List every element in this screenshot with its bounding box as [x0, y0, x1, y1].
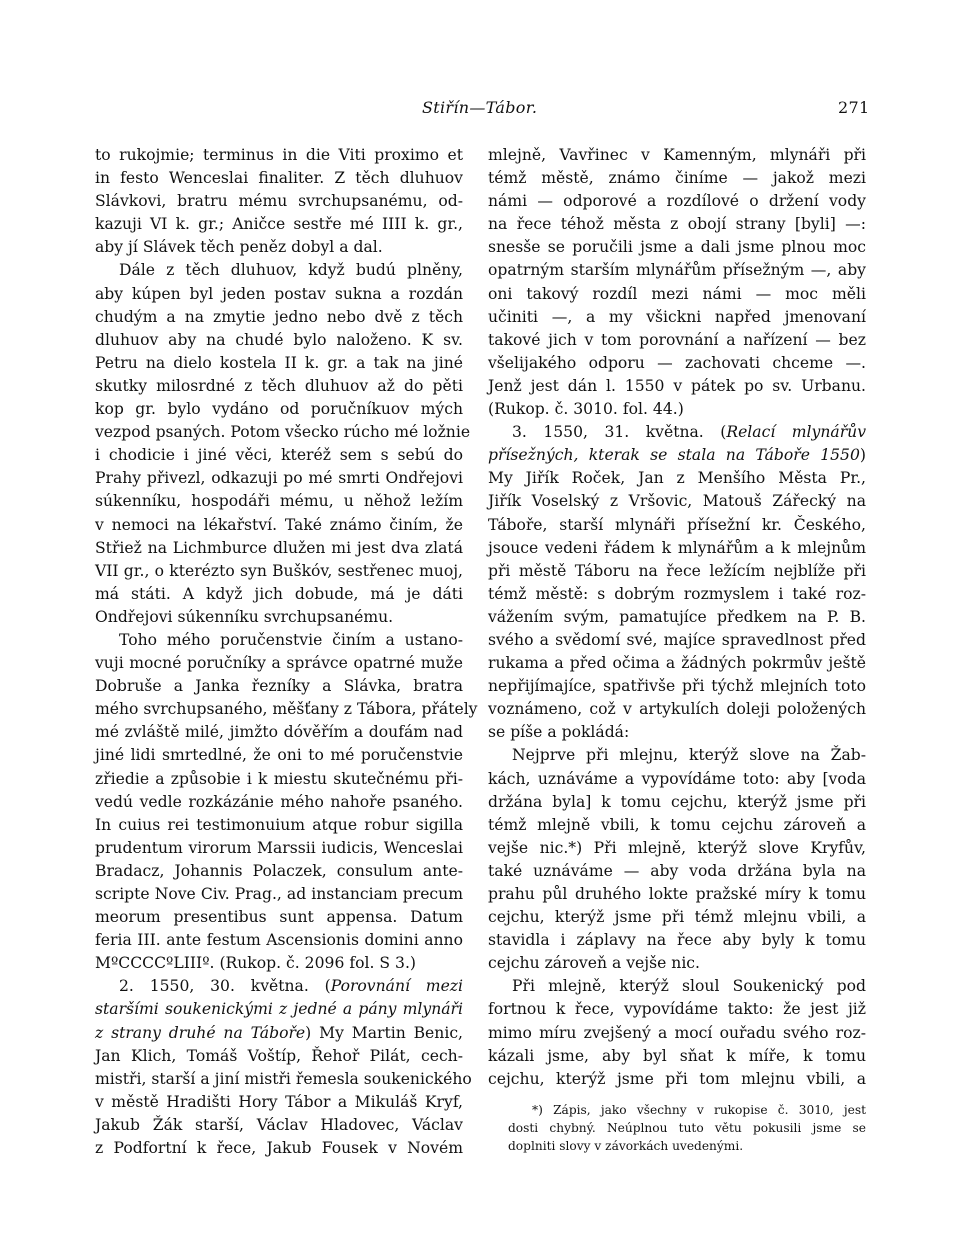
line-text: Bradacz, Johannis Polaczek, consulum ante- — [95, 861, 463, 880]
text-line — [95, 952, 463, 975]
text-line — [95, 329, 463, 352]
line-text: rukama a před očima a žádných pokrmův ještě — [488, 654, 866, 673]
text-line — [95, 606, 463, 629]
running-title: Stiřín—Tábor. — [422, 98, 538, 117]
text-line — [95, 236, 463, 259]
text-line — [95, 814, 463, 837]
text-line — [95, 629, 463, 652]
line-text: VII gr., o kterézto syn Buškóv, sestřenec muoj, — [95, 561, 463, 580]
text-line — [95, 975, 463, 998]
text-line — [488, 675, 866, 698]
text-line — [95, 259, 463, 282]
line-text: v nemoci na lékařství. Také známo činím, že — [95, 515, 463, 534]
line-text: takové jich v tom porovnání a nařízení — bez — [488, 330, 866, 349]
text-line — [95, 768, 463, 791]
text-line — [508, 1137, 866, 1155]
line-text: stavidla i záplavy na řece aby byly k tomu — [488, 931, 866, 950]
text-line — [488, 444, 866, 467]
line-text: My Jiřík Roček, Jan z Menšího Města Pr., — [488, 469, 866, 488]
text-line — [488, 329, 866, 352]
text-line — [488, 514, 866, 537]
text-line — [95, 1114, 463, 1137]
text-line — [95, 929, 463, 952]
text-line — [95, 906, 463, 929]
text-line — [95, 283, 463, 306]
text-line — [488, 560, 866, 583]
line-text: také uznáváme — aby voda držána byla na — [488, 861, 866, 880]
line-text: vedú vedle rozkázánie mého nahoře psaného. — [95, 792, 463, 811]
text-line — [95, 1091, 463, 1114]
text-line — [488, 629, 866, 652]
line-text: doplniti slovy v závorkách uvedenými. — [508, 1139, 744, 1153]
line-text: fortnou k řece, vypovídáme takto: že jest již — [488, 1000, 866, 1019]
line-text: ) — [859, 446, 866, 465]
line-text: MºCCCCºLIIIº. (Rukop. č. 2096 fol. S 3.) — [95, 954, 416, 973]
line-text: Jiřík Voselský z Vršovic, Matouš Zářecký na — [488, 492, 866, 511]
line-text: aby jí Slávek těch peněz dobyl a dal. — [95, 238, 383, 257]
text-line — [95, 698, 478, 721]
text-line — [488, 791, 866, 814]
line-text: súkenníku, hospodáři mému, u něhož ležím — [95, 492, 463, 511]
text-line — [488, 190, 866, 213]
line-text: témž městě: s dobrým rozmyslem i také roz- — [488, 584, 866, 603]
italic-text: staršími soukenickými z jedné a pány mlynáři — [95, 1000, 463, 1019]
text-line — [488, 814, 866, 837]
text-line — [95, 144, 463, 167]
line-text: vážením svým, pamatujíce předkem na P. B. — [488, 607, 866, 626]
text-line — [488, 744, 866, 767]
line-text: Jan Klich, Tomáš Voštíp, Řehoř Pilát, cech- — [95, 1046, 463, 1065]
line-text: mimo míru zvejšený a mocí ouřadu svého roz- — [488, 1023, 866, 1042]
text-line — [488, 606, 866, 629]
text-line — [95, 583, 463, 606]
line-text: učiniti —, a my všickni napřed jmenovaní — [488, 307, 866, 326]
text-line — [95, 490, 463, 513]
page-header — [0, 98, 960, 122]
line-text: v městě Hradišti Hory Tábor a Mikuláš Kryf, — [95, 1092, 463, 1111]
italic-text: přísežných, kterak se stala na Táboře 1550 — [488, 446, 860, 465]
text-line — [95, 1022, 463, 1045]
text-line — [488, 398, 866, 421]
left-column — [95, 144, 478, 1160]
text-line — [488, 929, 866, 952]
text-line — [488, 906, 866, 929]
line-text: má státi. A když jich dobude, má je dáti — [95, 584, 463, 603]
line-text: feria III. ante festum Ascensionis domini anno — [95, 931, 463, 950]
line-text: Jakub Žák starší, Václav Hladovec, Václav — [95, 1115, 463, 1134]
text-line — [488, 259, 866, 282]
text-line — [95, 560, 463, 583]
text-line — [488, 698, 866, 721]
text-line — [95, 675, 463, 698]
line-text: držána byla] k tomu cejchu, kterýž jsme při — [488, 792, 866, 811]
text-line — [488, 306, 866, 329]
text-line — [488, 1068, 866, 1091]
line-text: In cuius rei testimonuium atque robur sigilla — [95, 815, 463, 834]
line-text: vezpod psaných. Potom všecko rúcho mé ložnie — [95, 423, 471, 442]
line-text: témž městě, známo činíme — jakož mezi — [488, 169, 866, 188]
line-text: cejchu, kterýž jsme při tom mlejnu vbili, a — [488, 1069, 866, 1088]
line-text: to rukojmie; terminus in die Viti proximo et — [95, 146, 463, 164]
italic-text: z strany druhé na Táboře — [95, 1023, 306, 1042]
line-text: meorum presentibus sunt appensa. Datum — [95, 908, 463, 927]
line-text: jsouce vedeni řádem k mlynářům a k mlejnům — [488, 538, 866, 557]
italic-text: Porovnání mezi — [330, 977, 464, 996]
footnote — [508, 1101, 866, 1155]
line-text: dosti chybný. Neúplnou tuto větu pokusili jsme se — [508, 1121, 866, 1135]
line-text: Jenž jest dán l. 1550 v pátek po sv. Urbanu. — [488, 376, 866, 395]
text-line — [488, 1022, 866, 1045]
text-line — [488, 860, 866, 883]
line-text: při městě Táboru na řece ležícím nejblíže při — [488, 561, 866, 580]
text-line — [95, 721, 463, 744]
line-text: svého a svědomí své, majíce spravedlnost před — [488, 630, 866, 649]
line-text: Prahy přivezl, odkazuji po mé smrti Ondřejovi — [95, 469, 463, 488]
text-line — [95, 375, 463, 398]
line-text: námi — odporové a rozdílové o držení vody — [488, 192, 866, 211]
line-text: cejchu zároveň a vejše nic. — [488, 954, 701, 973]
text-line — [488, 421, 866, 444]
text-line — [488, 583, 866, 606]
right-column — [488, 144, 866, 1091]
line-text: skutky milosrdné z těch dluhuov až do pěti — [95, 376, 463, 395]
text-line — [488, 768, 866, 791]
text-line — [488, 283, 866, 306]
line-text: kách, uznáváme a vypovídáme toto: aby [voda — [488, 769, 866, 788]
line-text: mistři, starší a jiní mistři řemesla soukenického — [95, 1069, 472, 1088]
line-text: Střiež na Lichmburce dlužen mi jest dva zlatá — [95, 538, 463, 557]
line-text: mlejně, Vavřinec v Kamenným, mlynáři při — [488, 146, 866, 164]
line-text: se píše a pokládá: — [488, 723, 630, 742]
text-line — [95, 1137, 463, 1160]
text-line — [95, 190, 463, 213]
line-text: Petru na dielo kostela II k. gr. a tak na jiné — [95, 353, 463, 372]
line-text: Dobruše a Janka řezníky a Slávka, bratra — [95, 677, 463, 696]
line-text: Toho mého poručenstvie činím a ustano- — [119, 630, 463, 649]
text-line — [488, 883, 866, 906]
line-text: kop gr. bylo vydáno od poručníkuov mých — [95, 400, 463, 419]
line-text: zřiedie a způsobie i k miestu skutečnému při- — [95, 769, 463, 788]
line-text: témž mlejně vbili, k tomu cejchu zároveň a — [488, 815, 866, 834]
text-line — [488, 952, 866, 975]
text-line — [488, 467, 866, 490]
line-text: snesše se poručili jsme a dali jsme plnou moc — [488, 238, 866, 257]
text-line — [95, 883, 463, 906]
line-text: na řece téhož města z obojí strany [byli] —: — [488, 215, 866, 234]
line-text: (Rukop. č. 3010. fol. 44.) — [488, 400, 684, 419]
line-text: Ondřejovi súkenníku svrchupsanému. — [95, 607, 394, 626]
text-line — [95, 444, 463, 467]
line-text: voznámeno, což v artykulích doleji položených — [488, 700, 866, 719]
text-line — [488, 167, 866, 190]
line-text: Slávkovi, bratru mému svrchupsanému, od- — [95, 192, 463, 211]
line-text: Táboře, starší mlynáři přísežní kr. Českého, — [488, 515, 866, 534]
line-text: cejchu, kterýž jsme při témž mlejnu vbili, a — [488, 908, 866, 927]
text-line — [488, 213, 866, 236]
text-line — [488, 144, 866, 167]
line-text: Při mlejně, kterýž sloul Soukenický pod — [512, 977, 866, 996]
line-text: nepřijímajíce, spatřivše při týchž mlejních toto — [488, 677, 866, 696]
line-text: dluhuov aby na chudé bylo naloženo. K sv. — [95, 330, 463, 349]
text-line — [95, 514, 463, 537]
text-line — [95, 652, 463, 675]
text-line — [95, 537, 463, 560]
line-text: prudentum virorum Marssii iudicis, Wenceslai — [95, 838, 463, 857]
text-line — [488, 652, 866, 675]
text-line — [488, 1045, 866, 1068]
line-text: mého svrchupsaného, měšťany z Tábora, přátely — [95, 700, 478, 719]
line-text: *) Zápis, jako všechny v rukopise č. 3010, jest — [532, 1103, 866, 1117]
line-text: opatrným starším mlynářům přísežným —, aby — [488, 261, 866, 280]
line-text: z Podfortní k řece, Jakub Fousek v Novém — [95, 1139, 463, 1158]
line-text: Nejprve při mlejnu, kterýž slove na Žab- — [512, 746, 866, 765]
text-line — [95, 352, 463, 375]
line-text: mé zvláště milé, jimžto dóvěřím a doufám nad — [95, 723, 463, 742]
line-text: Dále z těch dluhuov, když budú plněny, — [119, 261, 463, 280]
line-text: kázali jsme, aby byl sňat k míře, k tomu — [488, 1046, 866, 1065]
text-line — [95, 998, 463, 1021]
text-line — [488, 998, 866, 1021]
line-text: vuji mocné poručníky a správce opatrné muže — [95, 654, 463, 673]
text-line — [95, 791, 463, 814]
text-line — [95, 860, 463, 883]
text-line — [488, 375, 866, 398]
text-line — [488, 721, 866, 744]
text-line — [95, 421, 471, 444]
line-text: prahu půl druhého lokte pražské míry k tomu — [488, 885, 866, 903]
text-line — [508, 1101, 866, 1119]
text-line — [488, 837, 866, 860]
text-line — [488, 490, 866, 513]
text-line — [488, 975, 866, 998]
text-line — [95, 744, 463, 767]
line-text: jiné lidi smrtedlné, že oni to mé poručenstvie — [95, 746, 463, 765]
line-text: kazuji VI k. gr.; Aničce sestře mé IIII k. gr., — [95, 215, 463, 234]
text-line — [95, 1068, 472, 1091]
text-line — [95, 213, 463, 236]
page-number: 271 — [838, 98, 870, 117]
line-text: aby kúpen byl jeden postav sukna a rozdán — [95, 284, 463, 303]
line-text: 3. 1550, 31. května. ( — [512, 423, 727, 442]
text-line — [488, 236, 866, 259]
italic-text: Relací mlynářův — [726, 423, 866, 442]
line-text: oni takový rozdíl mezi námi — moc měli — [488, 284, 866, 303]
text-line — [488, 537, 866, 560]
text-line — [95, 167, 463, 190]
line-text: chudým a na zmytie jedno nebo dvě z těch — [95, 307, 463, 326]
text-line — [95, 306, 463, 329]
line-text: ) My Martin Benic, — [305, 1023, 464, 1042]
text-line — [508, 1119, 866, 1137]
text-line — [95, 837, 463, 860]
line-text: scripte Nove Civ. Prag., ad instanciam precum — [95, 885, 463, 903]
line-text: i chodicie i jiné věci, kteréž sem s sebú do — [95, 446, 463, 465]
text-line — [488, 352, 866, 375]
text-line — [95, 467, 463, 490]
line-text: všelijakého odporu — zachovati chceme —. — [488, 353, 866, 372]
line-text: 2. 1550, 30. května. ( — [119, 977, 331, 996]
text-line — [95, 398, 463, 421]
line-text: vejše nic.*) Při mlejně, kterýž slove Kryfův, — [488, 838, 866, 857]
line-text: in festo Wenceslai finaliter. Z těch dluhuov — [95, 169, 463, 188]
text-line — [95, 1045, 463, 1068]
